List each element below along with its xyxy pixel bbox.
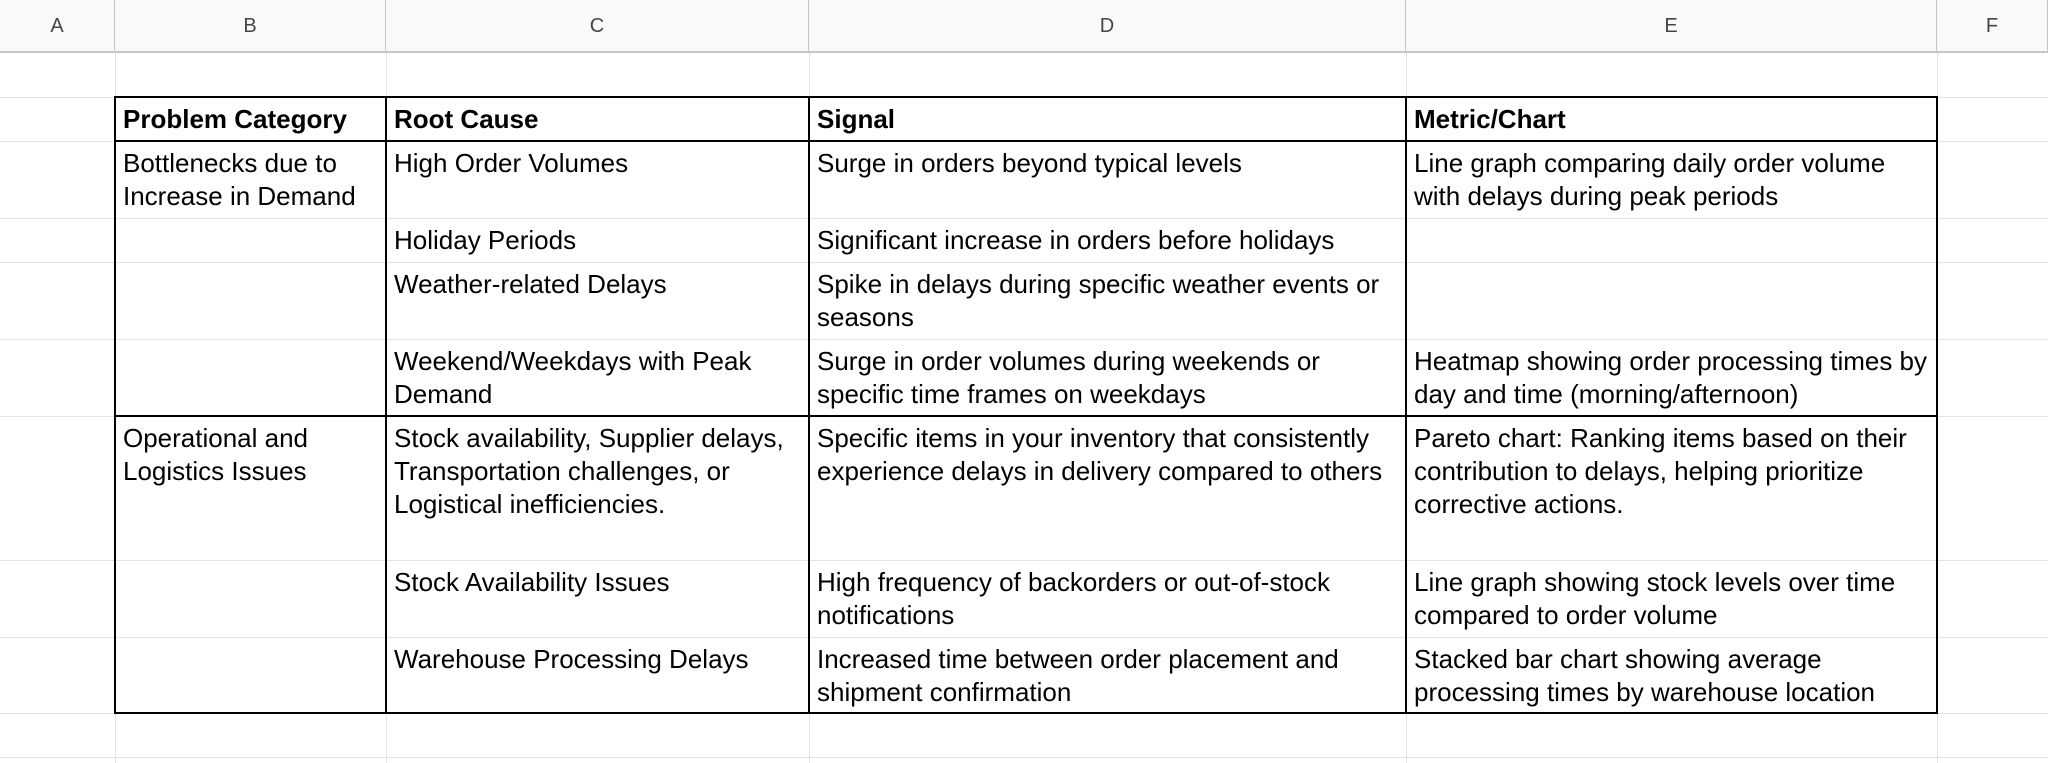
problem-category-cell[interactable]: Bottlenecks due to Increase in Demand — [123, 148, 356, 211]
column-header-e[interactable]: E — [1406, 0, 1937, 53]
header-cell-root-cause[interactable]: Root Cause — [394, 104, 539, 134]
column-header-c[interactable]: C — [386, 0, 809, 53]
metric-chart-cell[interactable]: Line graph showing stock levels over time compared to order volume — [1414, 567, 1903, 630]
table-border — [114, 96, 1938, 98]
metric-chart-cell[interactable]: Stacked bar chart showing average processing times by warehouse location — [1414, 644, 1876, 707]
root-cause-cell[interactable]: Weather-related Delays — [394, 269, 667, 299]
column-header-d[interactable]: D — [809, 0, 1406, 53]
table-border — [114, 96, 116, 714]
table-border — [1405, 96, 1407, 714]
table-border — [114, 415, 1938, 417]
column-header-bar — [0, 0, 2048, 53]
table-border — [114, 140, 1938, 142]
signal-cell[interactable]: Surge in orders beyond typical levels — [817, 148, 1242, 178]
table-border — [385, 96, 387, 714]
gridline — [0, 757, 2048, 758]
header-cell-problem-category[interactable]: Problem Category — [123, 104, 347, 134]
table-border — [1936, 96, 1938, 714]
header-cell-metric-chart[interactable]: Metric/Chart — [1414, 104, 1566, 134]
root-cause-cell[interactable]: High Order Volumes — [394, 148, 629, 178]
metric-chart-cell[interactable]: Line graph comparing daily order volume with delays during peak periods — [1414, 148, 1893, 211]
table-border — [808, 96, 810, 714]
column-header-f[interactable]: F — [1937, 0, 2048, 53]
signal-cell[interactable]: Spike in delays during specific weather events or seasons — [817, 269, 1387, 332]
signal-cell[interactable]: Specific items in your inventory that consistently experience delays in delivery compared to others — [817, 423, 1383, 486]
problem-category-cell[interactable]: Operational and Logistics Issues — [123, 423, 316, 486]
column-header-b[interactable]: B — [115, 0, 386, 53]
signal-cell[interactable]: Surge in order volumes during weekends or specific time frames on weekdays — [817, 346, 1328, 409]
signal-cell[interactable]: Significant increase in orders before holidays — [817, 225, 1335, 255]
root-cause-cell[interactable]: Stock availability, Supplier delays, Transportation challenges, or Logistical inefficiencies. — [394, 423, 791, 519]
column-header-a[interactable]: A — [0, 0, 115, 53]
header-cell-signal[interactable]: Signal — [817, 104, 896, 134]
root-cause-cell[interactable]: Stock Availability Issues — [394, 567, 670, 597]
root-cause-cell[interactable]: Warehouse Processing Delays — [394, 644, 749, 674]
signal-cell[interactable]: Increased time between order placement and shipment confirmation — [817, 644, 1346, 707]
signal-cell[interactable]: High frequency of backorders or out-of-stock notifications — [817, 567, 1338, 630]
root-cause-cell[interactable]: Weekend/Weekdays with Peak Demand — [394, 346, 759, 409]
table-border — [114, 712, 1938, 714]
metric-chart-cell[interactable]: Heatmap showing order processing times by day and time (morning/afternoon) — [1414, 346, 1935, 409]
root-cause-cell[interactable]: Holiday Periods — [394, 225, 577, 255]
metric-chart-cell[interactable]: Pareto chart: Ranking items based on their contribution to delays, helping prioritize corrective actions. — [1414, 423, 1915, 519]
